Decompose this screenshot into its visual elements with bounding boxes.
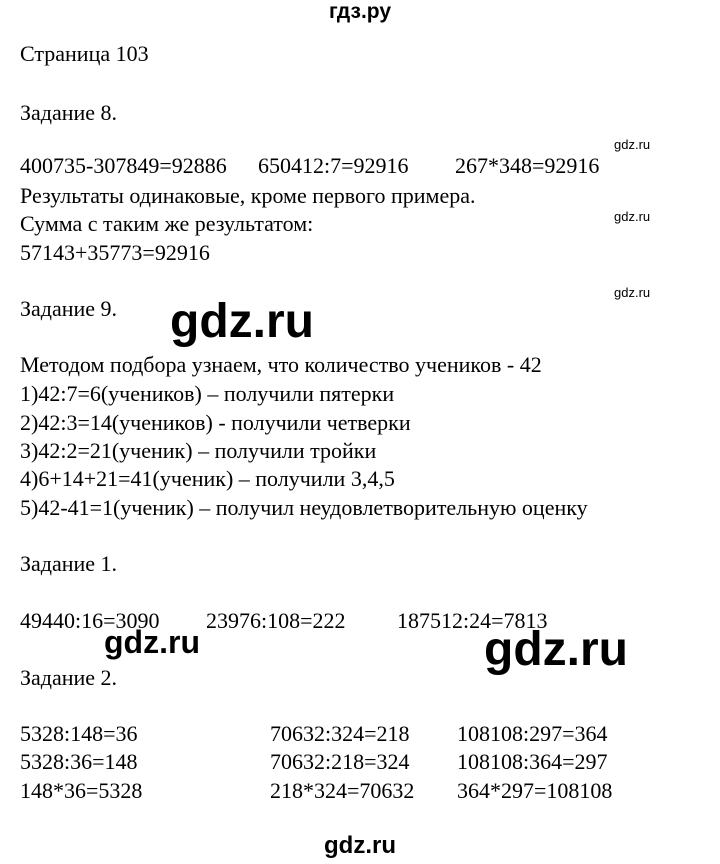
task2-col2-line: 70632:218=324 <box>270 749 410 774</box>
task2-col3-line: 108108:364=297 <box>457 749 608 774</box>
task9-line: 4)6+14+21=41(ученик) – получили 3,4,5 <box>20 466 395 491</box>
task9-line: 2)42:3=14(учеников) - получили четверки <box>20 410 411 435</box>
watermark-large: gdz.ru <box>170 295 314 348</box>
task1-heading: Задание 1. <box>20 551 118 576</box>
task9-line: 5)42-41=1(ученик) – получил неудовлетворительную оценку <box>20 495 588 520</box>
watermark-footer: gdz.ru <box>324 832 396 859</box>
watermark-large: gdz.ru <box>484 623 628 676</box>
site-header: гдз.ру <box>328 0 392 23</box>
task9-heading: Задание 9. <box>20 296 118 321</box>
task8-heading: Задание 8. <box>20 100 118 125</box>
watermark-small: gdz.ru <box>614 285 651 300</box>
task8-equation-3: 267*348=92916 <box>455 153 600 178</box>
task2-col2-line: 70632:324=218 <box>270 721 410 746</box>
task1-equation-3: 187512:24=7813 <box>397 608 548 633</box>
watermark-medium: gdz.ru <box>104 624 200 660</box>
task1-equation-1: 49440:16=3090 <box>20 608 160 633</box>
task8-equation-2: 650412:7=92916 <box>258 153 409 178</box>
task2-col1-line: 148*36=5328 <box>20 778 143 803</box>
task2-col1-line: 5328:148=36 <box>20 721 138 746</box>
task8-equation-1: 400735-307849=92886 <box>20 153 227 178</box>
page-title: Страница 103 <box>20 41 149 66</box>
task2-col3-line: 108108:297=364 <box>457 721 608 746</box>
task8-line-3: Сумма с таким же результатом: <box>20 211 314 236</box>
task9-line: Методом подбора узнаем, что количество учеников - 42 <box>20 352 542 377</box>
task2-col1-line: 5328:36=148 <box>20 749 138 774</box>
task2-heading: Задание 2. <box>20 665 118 690</box>
task9-line: 3)42:2=21(ученик) – получили тройки <box>20 438 377 463</box>
task2-col2-line: 218*324=70632 <box>270 778 415 803</box>
task1-equation-2: 23976:108=222 <box>206 608 346 633</box>
watermark-small: gdz.ru <box>614 209 651 224</box>
watermark-small: gdz.ru <box>614 137 651 152</box>
task9-line: 1)42:7=6(учеников) – получили пятерки <box>20 381 395 406</box>
task2-col3-line: 364*297=108108 <box>457 778 613 803</box>
task8-line-4: 57143+35773=92916 <box>20 240 210 265</box>
task8-line-2: Результаты одинаковые, кроме первого примера. <box>20 183 476 208</box>
